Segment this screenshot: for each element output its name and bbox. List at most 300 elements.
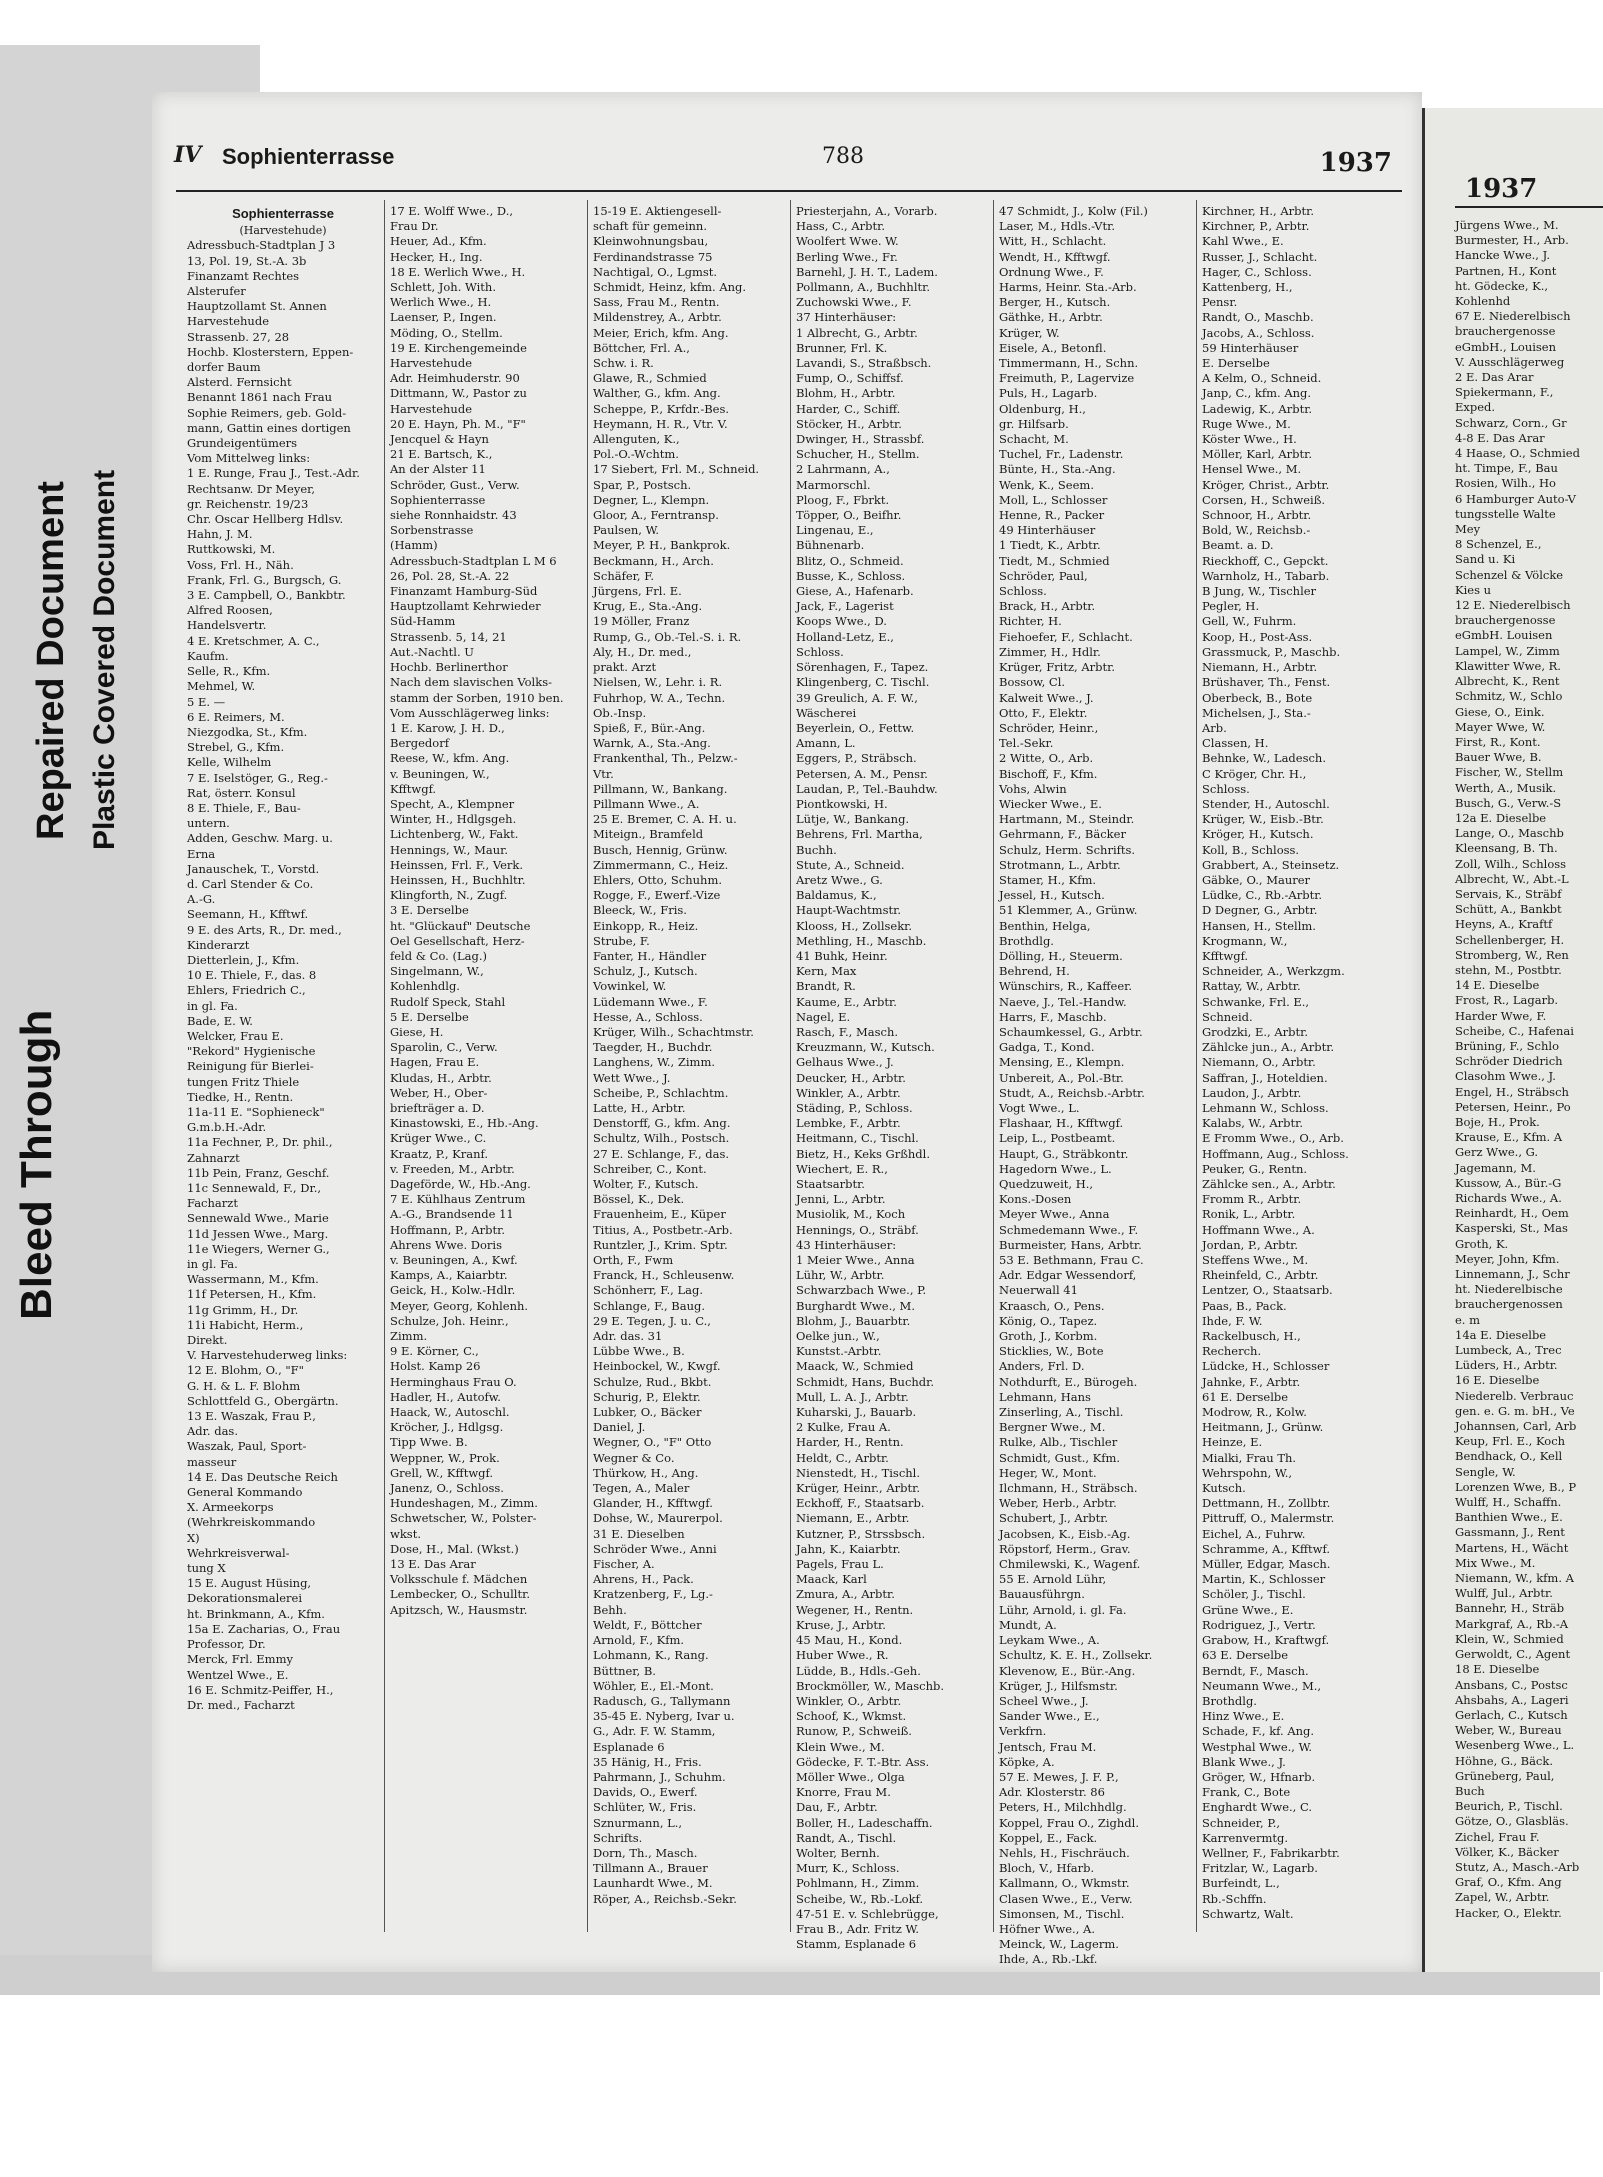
directory-entry: Kons.-Dosen	[999, 1192, 1072, 1207]
directory-entry: Chr. Oscar Hellberg Hdlsv.	[187, 512, 344, 527]
directory-entry: Vtr.	[593, 766, 614, 781]
directory-entry: Sznurmann, L.,	[593, 1815, 683, 1830]
condition-labels	[0, 380, 150, 1380]
directory-entry: Krug, E., Sta.-Ang.	[593, 599, 703, 614]
directory-entry: 10 E. Thiele, F., das. 8	[187, 968, 317, 983]
directory-entry: Aly, H., Dr. med.,	[593, 644, 692, 659]
directory-entry: Nielsen, W., Lehr. i. R.	[593, 675, 723, 690]
directory-entry: Fischer, W., Stellm	[1455, 765, 1564, 780]
column-lines	[999, 204, 1191, 1968]
directory-entry: Dölling, H., Steuerm.	[999, 948, 1123, 963]
directory-entry: Oelke jun., W.,	[796, 1329, 880, 1344]
directory-entry: Reese, W., kfm. Ang.	[390, 751, 510, 766]
directory-entry: Krüger, W., Eisb.-Btr.	[1202, 812, 1324, 827]
directory-entry: Boje, H., Prok.	[1455, 1114, 1540, 1129]
directory-entry: Sparolin, C., Verw.	[390, 1040, 498, 1055]
directory-entry: Schmidt, Gust., Kfm.	[999, 1450, 1121, 1465]
directory-entry: Grell, W., Kfftwgf.	[390, 1465, 494, 1480]
directory-entry: Arnold, F., Kfm.	[593, 1633, 685, 1648]
directory-entry: Lumbeck, A., Trec	[1455, 1343, 1562, 1358]
directory-entry: Grüneberg, Paul,	[1455, 1768, 1555, 1783]
directory-entry: Partnen, H., Kont	[1455, 263, 1557, 278]
directory-entry: Wolter, F., Kutsch.	[593, 1177, 699, 1191]
directory-entry: Sophie Reimers, geb. Gold-	[187, 405, 347, 420]
directory-entry: 4 E. Kretschmer, A. C.,	[187, 633, 320, 648]
directory-entry: Scheel Wwe., J.	[999, 1693, 1089, 1708]
directory-entry: Niemann, W., kfm. A	[1455, 1571, 1574, 1586]
directory-entry: Wulff, Jul., Arbtr.	[1455, 1586, 1553, 1601]
directory-entry: 6 E. Reimers, M.	[187, 709, 285, 724]
directory-entry: Stöcker, H., Arbtr.	[796, 416, 902, 431]
directory-entry: Kunstst.-Arbtr.	[796, 1344, 882, 1359]
directory-entry: Lüdemann Wwe., F.	[593, 994, 708, 1009]
directory-entry: Finanzamt Hamburg-Süd	[390, 584, 538, 599]
directory-entry: 11c Sennewald, F., Dr.,	[187, 1181, 322, 1195]
directory-entry: Jack, F., Lagerist	[796, 599, 894, 614]
directory-entry: Einkopp, R., Heiz.	[593, 918, 699, 933]
directory-entry: Schultz, Wilh., Postsch.	[593, 1131, 730, 1146]
directory-entry: Arb.	[1202, 720, 1227, 735]
directory-entry: Leip, L., Postbeamt.	[999, 1131, 1116, 1146]
directory-entry: Mildenstrey, A., Arbtr.	[593, 310, 722, 325]
directory-entry: Krüger, Fritz, Arbtr.	[999, 660, 1116, 675]
directory-entry: E Fromm Wwe., O., Arb.	[1202, 1131, 1344, 1146]
directory-entry: Winkler, O., Arbtr.	[796, 1693, 902, 1708]
label-repaired-document: Repaired Document	[30, 481, 72, 840]
directory-entry: Kreuzmann, W., Kutsch.	[796, 1040, 935, 1055]
directory-entry: Kattenberg, H.,	[1202, 280, 1293, 295]
directory-entry: Martin, K., Schlosser	[1202, 1572, 1326, 1587]
directory-entry: Hochb. Berlinerthor	[390, 660, 508, 675]
directory-entry: Behrens, Frl. Martha,	[796, 827, 923, 842]
directory-columns	[182, 200, 1404, 1967]
directory-entry: Giese, H.	[390, 1024, 444, 1039]
directory-entry: Klein, W., Schmied	[1455, 1631, 1564, 1646]
directory-entry: Meyer, P. H., Bankprok.	[593, 538, 731, 553]
directory-entry: Bietz, H., Keks Grßhdl.	[796, 1146, 931, 1161]
directory-entry: Langhens, W., Zimm.	[593, 1055, 716, 1070]
directory-entry: A.-G.	[187, 892, 216, 907]
directory-entry: eGmbH. Louisen	[1455, 628, 1553, 643]
directory-entry: dorfer Baum	[187, 360, 261, 375]
directory-entry: Ihde, A., Rb.-Lkf.	[999, 1952, 1098, 1967]
directory-entry: Rasch, F., Masch.	[796, 1024, 899, 1039]
directory-entry: Weber, W., Bureau	[1455, 1723, 1562, 1738]
directory-entry: Pensr.	[1202, 295, 1238, 310]
directory-entry: Weber, H., Ober-	[390, 1085, 488, 1100]
directory-entry: Schäfer, F.	[593, 568, 655, 583]
directory-entry: Nagel, E.	[796, 1009, 851, 1024]
directory-entry: mann, Gattin eines dortigen	[187, 420, 351, 435]
directory-entry: tung X	[187, 1561, 226, 1576]
directory-entry: Sand u. Ki	[1455, 552, 1516, 567]
directory-entry: Pittruff, O., Malermstr.	[1202, 1511, 1335, 1526]
directory-entry: Wehrspohn, W.,	[1202, 1465, 1293, 1480]
directory-entry: Wegner, O., "F" Otto	[593, 1435, 712, 1450]
directory-entry: Schröder Diedrich	[1455, 1054, 1563, 1069]
directory-entry: Schulz, Herm. Schrifts.	[999, 842, 1136, 857]
directory-entry: Westphal Wwe., W.	[1202, 1739, 1313, 1754]
directory-entry: Facharzt	[187, 1196, 238, 1211]
directory-entry: Schröder Wwe., Anni	[593, 1541, 717, 1556]
directory-entry: König, O., Tapez.	[999, 1313, 1098, 1328]
directory-entry: Bade, E. W.	[187, 1013, 253, 1028]
directory-entry: 45 Mau, H., Kond.	[796, 1633, 903, 1648]
directory-entry: Niezgodka, St., Kfm.	[187, 724, 308, 739]
directory-entry: Dose, H., Mal. (Wkst.)	[390, 1541, 519, 1556]
directory-entry: Keup, Frl. E., Koch	[1455, 1434, 1566, 1449]
directory-entry: Nothdurft, E., Bürogeh.	[999, 1374, 1138, 1389]
directory-entry: Kruse, J., Arbtr.	[796, 1617, 886, 1632]
directory-entry: Franck, H., Schleusenw.	[593, 1268, 735, 1283]
directory-entry: Heitmann, J., Grünw.	[1202, 1420, 1324, 1435]
directory-entry: 37 Hinterhäuser:	[796, 310, 897, 325]
directory-entry: Meinck, W., Lagerm.	[999, 1937, 1119, 1952]
directory-entry: Dwinger, H., Strassbf.	[796, 432, 925, 447]
directory-entry: 13 E. Waszak, Frau P.,	[187, 1409, 316, 1424]
directory-entry: Kutsch.	[1202, 1481, 1246, 1496]
directory-entry: Ilchmann, H., Sträbsch.	[999, 1481, 1138, 1496]
directory-entry: Schwetscher, W., Polster-	[390, 1511, 537, 1526]
directory-entry: Jacobsen, K., Eisb.-Ag.	[999, 1526, 1131, 1541]
directory-entry: 17 E. Wolff Wwe., D.,	[390, 204, 514, 218]
directory-entry: 57 E. Mewes, J. F. P.,	[999, 1769, 1119, 1784]
directory-entry: v. Beuningen, W.,	[390, 766, 490, 781]
directory-entry: Schütt, A., Bankbt	[1455, 902, 1562, 917]
directory-entry: Harrs, F., Maschb.	[999, 1009, 1107, 1024]
directory-entry: Hochb. Klosterstern, Eppen-	[187, 344, 354, 359]
directory-entry: Meyer, John, Kfm.	[1455, 1251, 1560, 1266]
directory-entry: Schulze, Joh. Heinr.,	[390, 1313, 509, 1328]
directory-entry: Volksschule f. Mädchen	[390, 1572, 528, 1587]
directory-entry: Amann, L.	[796, 736, 856, 751]
directory-entry: tungen Fritz Thiele	[187, 1074, 300, 1089]
directory-entry: Weber, Herb., Arbtr.	[999, 1496, 1117, 1511]
directory-entry: Kirchner, H., Arbtr.	[1202, 204, 1315, 218]
directory-entry: Scheibe, W., Rb.-Lokf.	[796, 1891, 924, 1906]
directory-entry: Giese, A., Hafenarb.	[796, 584, 914, 599]
directory-entry: Krüger, Wilh., Schachtmstr.	[593, 1024, 754, 1039]
directory-entry: "Rekord" Hygienische	[187, 1044, 316, 1059]
directory-entry: 14 E. Dieselbe	[1455, 978, 1540, 993]
directory-entry: Werth, A., Musik.	[1455, 780, 1557, 795]
directory-entry: Behh.	[593, 1602, 627, 1617]
directory-entry: Gloor, A., Ferntransp.	[593, 508, 719, 523]
directory-entry: Zmura, A., Arbtr.	[796, 1587, 895, 1602]
directory-entry: Lichtenberg, W., Fakt.	[390, 827, 519, 842]
directory-entry: Janauschek, T., Vorstd.	[187, 861, 320, 876]
directory-entry: Petersen, A. M., Pensr.	[796, 766, 928, 781]
directory-entry: Wäscherei	[796, 705, 857, 720]
directory-entry: 51 Klemmer, A., Grünw.	[999, 903, 1138, 918]
directory-entry: Runtzler, J., Krim. Sptr.	[593, 1237, 728, 1252]
directory-entry: Aut.-Nachtl. U	[390, 644, 474, 659]
year: 1937	[1319, 148, 1392, 178]
directory-entry: Vogt Wwe., L.	[999, 1100, 1080, 1115]
directory-entry: Lühr, Arnold, i. gl. Fa.	[999, 1602, 1127, 1617]
directory-entry: 1 E. Karow, J. H. D.,	[390, 720, 505, 735]
directory-entry: Schellenberger, H.	[1455, 932, 1565, 947]
directory-entry: eGmbH., Louisen	[1455, 339, 1557, 354]
directory-entry: 17 Siebert, Frl. M., Schneid.	[593, 462, 760, 477]
directory-entry: Mey	[1455, 522, 1481, 537]
directory-entry: X)	[187, 1530, 200, 1545]
column-5	[994, 200, 1197, 1967]
directory-entry: Lingenau, E.,	[796, 523, 874, 538]
directory-entry: Röpstorf, Herm., Grav.	[999, 1541, 1131, 1556]
page-number: 788	[822, 144, 864, 169]
directory-entry: Bloch, V., Hfarb.	[999, 1861, 1095, 1876]
directory-entry: Ploog, F., Fbrkt.	[796, 492, 890, 507]
directory-entry: Blank Wwe., J.	[1202, 1754, 1286, 1769]
directory-entry: Harder Wwe, F.	[1455, 1008, 1547, 1023]
directory-entry: Eckhoff, F., Staatsarb.	[796, 1496, 925, 1511]
directory-entry: Kallmann, O., Wkmstr.	[999, 1876, 1130, 1891]
directory-entry: Hadler, H., Autofw.	[390, 1389, 501, 1404]
directory-entry: Wassermann, M., Kfm.	[187, 1272, 319, 1287]
directory-entry: Kasperski, St., Mas	[1455, 1221, 1568, 1236]
directory-entry: Weppner, W., Prok.	[390, 1450, 500, 1465]
directory-entry: Gadga, T., Kond.	[999, 1040, 1095, 1055]
directory-entry: Hancke Wwe., J.	[1455, 248, 1550, 263]
directory-entry: Taegder, H., Buchdr.	[593, 1040, 713, 1055]
directory-entry: Rb.-Schffn.	[1202, 1891, 1267, 1906]
directory-entry: Schlange, F., Baug.	[593, 1298, 706, 1313]
directory-entry: Lehmann, Hans	[999, 1389, 1091, 1404]
directory-entry: Rulke, Alb., Tischler	[999, 1435, 1118, 1450]
directory-entry: Götze, O., Glasbläs.	[1455, 1814, 1569, 1829]
directory-entry: Barnehl, J. H. T., Ladem.	[796, 264, 938, 279]
directory-entry: 11a-11 E. "Sophieneck"	[187, 1104, 325, 1119]
directory-entry: Degner, L., Klempn.	[593, 492, 710, 507]
directory-entry: Buch	[1455, 1783, 1485, 1798]
directory-entry: Priesterjahn, A., Vorarb.	[796, 204, 938, 218]
directory-entry: Flashaar, H., Kfftwgf.	[999, 1116, 1124, 1131]
directory-entry: Kinderarzt	[187, 937, 250, 952]
directory-entry: Kohlenhdlg.	[390, 979, 460, 994]
directory-entry: Lembecker, O., Schulltr.	[390, 1587, 530, 1602]
directory-entry: Ferdinandstrasse 75	[593, 249, 713, 264]
directory-entry: Gerwoldt, C., Agent	[1455, 1647, 1571, 1662]
directory-entry: Methling, H., Maschb.	[796, 933, 927, 948]
directory-entry: Kröger, H., Kutsch.	[1202, 827, 1314, 842]
directory-entry: Selle, R., Kfm.	[187, 664, 271, 679]
directory-entry: Ob.-Insp.	[593, 705, 647, 720]
directory-entry: ht. Timpe, F., Bau	[1455, 461, 1558, 476]
directory-entry: Wegener, H., Rentn.	[796, 1602, 914, 1617]
directory-entry: brauchergenosse	[1455, 613, 1556, 628]
directory-entry: Schoof, K., Wkmst.	[796, 1709, 907, 1724]
directory-entry: Zahnarzt	[187, 1150, 240, 1165]
directory-entry: Brüning, F., Schlo	[1455, 1038, 1559, 1053]
directory-entry: 6 Hamburger Auto-V	[1455, 491, 1576, 506]
directory-entry: Lühr, W., Arbtr.	[796, 1268, 885, 1283]
directory-entry: Murr, K., Schloss.	[796, 1861, 900, 1876]
directory-entry: Seemann, H., Kfftwf.	[187, 907, 309, 922]
directory-entry: Moll, L., Schlosser	[999, 492, 1108, 507]
directory-entry: 11a Fechner, P., Dr. phil.,	[187, 1135, 333, 1150]
directory-entry: Warnk, A., Sta.-Ang.	[593, 736, 711, 751]
directory-entry: Schwartz, Walt.	[1202, 1906, 1294, 1921]
directory-entry: 3 E. Derselbe	[390, 903, 469, 918]
directory-entry: Schlett, Joh. With.	[390, 280, 496, 295]
directory-entry: v. Freeden, M., Arbtr.	[390, 1161, 515, 1176]
directory-entry: Heyns, A., Kraftf	[1455, 917, 1553, 932]
directory-entry: Janp, C., kfm. Ang.	[1202, 386, 1312, 401]
directory-entry: 16 E. Schmitz-Peiffer, H.,	[187, 1682, 334, 1697]
directory-entry: 12 E. Blohm, O., "F"	[187, 1363, 304, 1378]
directory-entry: Oldenburg, H.,	[999, 401, 1086, 416]
directory-entry: Janenz, O., Schloss.	[390, 1481, 504, 1496]
directory-entry: Zuchowski Wwe., F.	[796, 295, 912, 310]
directory-entry: Graf, O., Kfm. Ang	[1455, 1875, 1562, 1890]
column-lines	[187, 238, 379, 1713]
directory-entry: 53 E. Bethmann, Frau C.	[999, 1253, 1144, 1268]
directory-entry: tungsstelle Walte	[1455, 506, 1556, 521]
directory-entry: Lubker, O., Bäcker	[593, 1405, 702, 1420]
directory-entry: Krüger, J., Hilfsmstr.	[999, 1678, 1118, 1693]
directory-entry: Zählcke jun., A., Arbtr.	[1202, 1040, 1335, 1055]
facing-page	[1422, 108, 1603, 1972]
directory-entry: 11g Grimm, H., Dr.	[187, 1302, 299, 1317]
directory-entry: Alsterufer	[187, 284, 246, 299]
directory-entry: Simonsen, M., Tischl.	[999, 1906, 1125, 1921]
directory-entry: Benannt 1861 nach Frau	[187, 390, 333, 405]
directory-entry: Frank, Frl. G., Burgsch, G.	[187, 572, 342, 587]
directory-entry: Wendt, H., Kfftwgf.	[999, 249, 1111, 264]
directory-entry: Blitz, O., Schmeid.	[796, 553, 904, 568]
header-rule	[176, 190, 1402, 192]
directory-entry: Hoffmann Wwe., A.	[1202, 1222, 1315, 1237]
directory-entry: Schrifts.	[593, 1830, 643, 1845]
directory-entry: Tegen, A., Maler	[593, 1481, 690, 1496]
directory-entry: Wellner, F., Fabrikarbtr.	[1202, 1845, 1340, 1860]
directory-entry: Pol.-O.-Wchtm.	[593, 447, 679, 462]
directory-entry: First, R., Kont.	[1455, 734, 1541, 749]
directory-entry: Kussow, A., Bür.-G	[1455, 1175, 1562, 1190]
directory-entry: Weldt, F., Böttcher	[593, 1617, 702, 1632]
directory-entry: Kelle, Wilhelm	[187, 755, 272, 770]
directory-entry: Jordan, P., Arbtr.	[1202, 1237, 1299, 1252]
directory-entry: Heitmann, C., Tischl.	[796, 1131, 919, 1146]
directory-entry: Jentsch, Frau M.	[999, 1739, 1097, 1754]
directory-entry: 5 E. Derselbe	[390, 1009, 469, 1024]
directory-entry: Wiechert, E. R.,	[796, 1161, 888, 1176]
directory-entry: Kraasch, O., Pens.	[999, 1298, 1105, 1313]
directory-entry: Alsterd. Fernsicht	[187, 375, 292, 390]
directory-entry: 55 E. Arnold Lühr,	[999, 1572, 1107, 1587]
directory-entry: Stute, A., Schneid.	[796, 857, 905, 872]
directory-entry: Schenzel & Völcke	[1455, 567, 1564, 582]
directory-entry: 15-19 E. Aktiengesell-	[593, 204, 722, 218]
directory-entry: Gäbke, O., Maurer	[1202, 872, 1311, 887]
directory-entry: Niederelb. Verbrauc	[1455, 1388, 1574, 1403]
directory-entry: Brack, H., Arbtr.	[999, 599, 1096, 614]
directory-entry: Jenni, L., Arbtr.	[796, 1192, 886, 1207]
directory-entry: Zapel, W., Arbtr.	[1455, 1890, 1550, 1905]
column-subheading: (Harvestehude)	[239, 224, 327, 238]
directory-entry: Beurich, P., Tischl.	[1455, 1799, 1563, 1814]
directory-entry: Kutzner, P., Strssbsch.	[796, 1526, 926, 1541]
directory-entry: Zimmermann, C., Heiz.	[593, 857, 729, 872]
directory-entry: Finanzamt Rechtes	[187, 268, 300, 283]
directory-entry: Schw. i. R.	[593, 356, 654, 371]
directory-entry: Schurig, P., Elektr.	[593, 1389, 701, 1404]
column-heading: Sophienterrasse	[232, 206, 334, 221]
directory-entry: Zimm.	[390, 1329, 428, 1344]
directory-entry: Jencquel & Hayn	[390, 432, 489, 447]
directory-entry: A Kelm, O., Schneid.	[1202, 371, 1322, 386]
directory-entry: 11b Pein, Franz, Geschf.	[187, 1165, 330, 1180]
directory-entry: Rudolf Speck, Stahl	[390, 994, 506, 1009]
directory-entry: Direkt.	[187, 1333, 228, 1348]
directory-entry: Lehmann W., Schloss.	[1202, 1100, 1329, 1115]
directory-entry: Hauptzollamt St. Annen	[187, 299, 327, 314]
directory-entry: 12 E. Niederelbisch	[1455, 598, 1571, 613]
directory-entry: Glander, H., Kfftwgf.	[593, 1496, 713, 1511]
directory-entry: Wünschirs, R., Kaffeer.	[999, 979, 1133, 994]
directory-entry: Alfred Roosen,	[187, 603, 273, 618]
directory-entry: 61 E. Derselbe	[1202, 1389, 1289, 1404]
directory-entry: Spieß, F., Bür.-Ang.	[593, 720, 706, 735]
directory-entry: Sticklies, W., Bote	[999, 1344, 1104, 1359]
directory-entry: Reinigung für Bierlei-	[187, 1059, 314, 1074]
directory-entry: Zichel, Frau F.	[1455, 1829, 1540, 1844]
directory-entry: Kludas, H., Arbtr.	[390, 1070, 492, 1085]
directory-entry: Markgraf, A., Rb.-A	[1455, 1616, 1569, 1631]
directory-entry: Singelmann, W.,	[390, 964, 484, 979]
directory-entry: Beyerlein, O., Fettw.	[796, 720, 915, 735]
directory-entry: 13, Pol. 19, St.-A. 3b	[187, 253, 307, 268]
directory-entry: Warnholz, H., Tabarb.	[1202, 568, 1330, 583]
directory-entry: Randt, A., Tischl.	[796, 1830, 897, 1845]
directory-entry: Dettmann, H., Zollbtr.	[1202, 1496, 1331, 1511]
directory-entry: Grabow, H., Kraftwgf.	[1202, 1633, 1330, 1648]
directory-entry: Thürkow, H., Ang.	[593, 1465, 699, 1480]
directory-entry: Clasohm Wwe., J.	[1455, 1069, 1556, 1084]
directory-entry: Schultz, K. E. H., Zollsekr.	[999, 1648, 1153, 1663]
directory-entry: Neuerwall 41	[999, 1283, 1078, 1298]
directory-entry: 20 E. Hayn, Ph. M., "F"	[390, 416, 526, 431]
directory-entry: 13 E. Das Arar	[390, 1557, 476, 1572]
directory-entry: Stutz, A., Masch.-Arb	[1455, 1859, 1580, 1874]
directory-entry: Berling Wwe., Fr.	[796, 249, 898, 264]
directory-entry: Meyer Wwe., Anna	[999, 1207, 1110, 1222]
directory-entry: Sörenhagen, F., Tapez.	[796, 660, 929, 675]
directory-entry: Marmorschl.	[796, 477, 871, 492]
directory-entry: Heuer, Ad., Kfm.	[390, 234, 487, 249]
column-lines	[1202, 204, 1399, 1922]
directory-entry: 59 Hinterhäuser	[1202, 340, 1299, 355]
directory-entry: C Kröger, Chr. H.,	[1202, 766, 1307, 781]
section-number: IV	[174, 142, 202, 168]
directory-entry: Grodzki, E., Arbtr.	[1202, 1024, 1309, 1039]
directory-entry: 3 E. Campbell, O., Bankbtr.	[187, 588, 346, 603]
directory-entry: Lübbe Wwe., B.	[593, 1344, 685, 1359]
directory-entry: Lohmann, K., Rang.	[593, 1648, 709, 1663]
directory-entry: Vom Mittelweg links:	[187, 451, 311, 466]
directory-entry: Knorre, Frau M.	[796, 1785, 891, 1800]
directory-entry: Gröger, W., Hfnarb.	[1202, 1769, 1316, 1784]
directory-entry: 5 E. —	[187, 694, 226, 709]
directory-entry: Kamps, A., Kaiarbtr.	[390, 1268, 508, 1283]
directory-entry: 9 E. Körner, C.,	[390, 1344, 479, 1359]
directory-entry: Hager, C., Schloss.	[1202, 264, 1312, 279]
directory-entry: Nienstedt, H., Tischl.	[796, 1465, 921, 1480]
directory-entry: Spar, P., Postsch.	[593, 477, 692, 492]
directory-entry: Harvestehude	[390, 356, 472, 371]
directory-entry: Schmitz, W., Schlo	[1455, 689, 1563, 704]
